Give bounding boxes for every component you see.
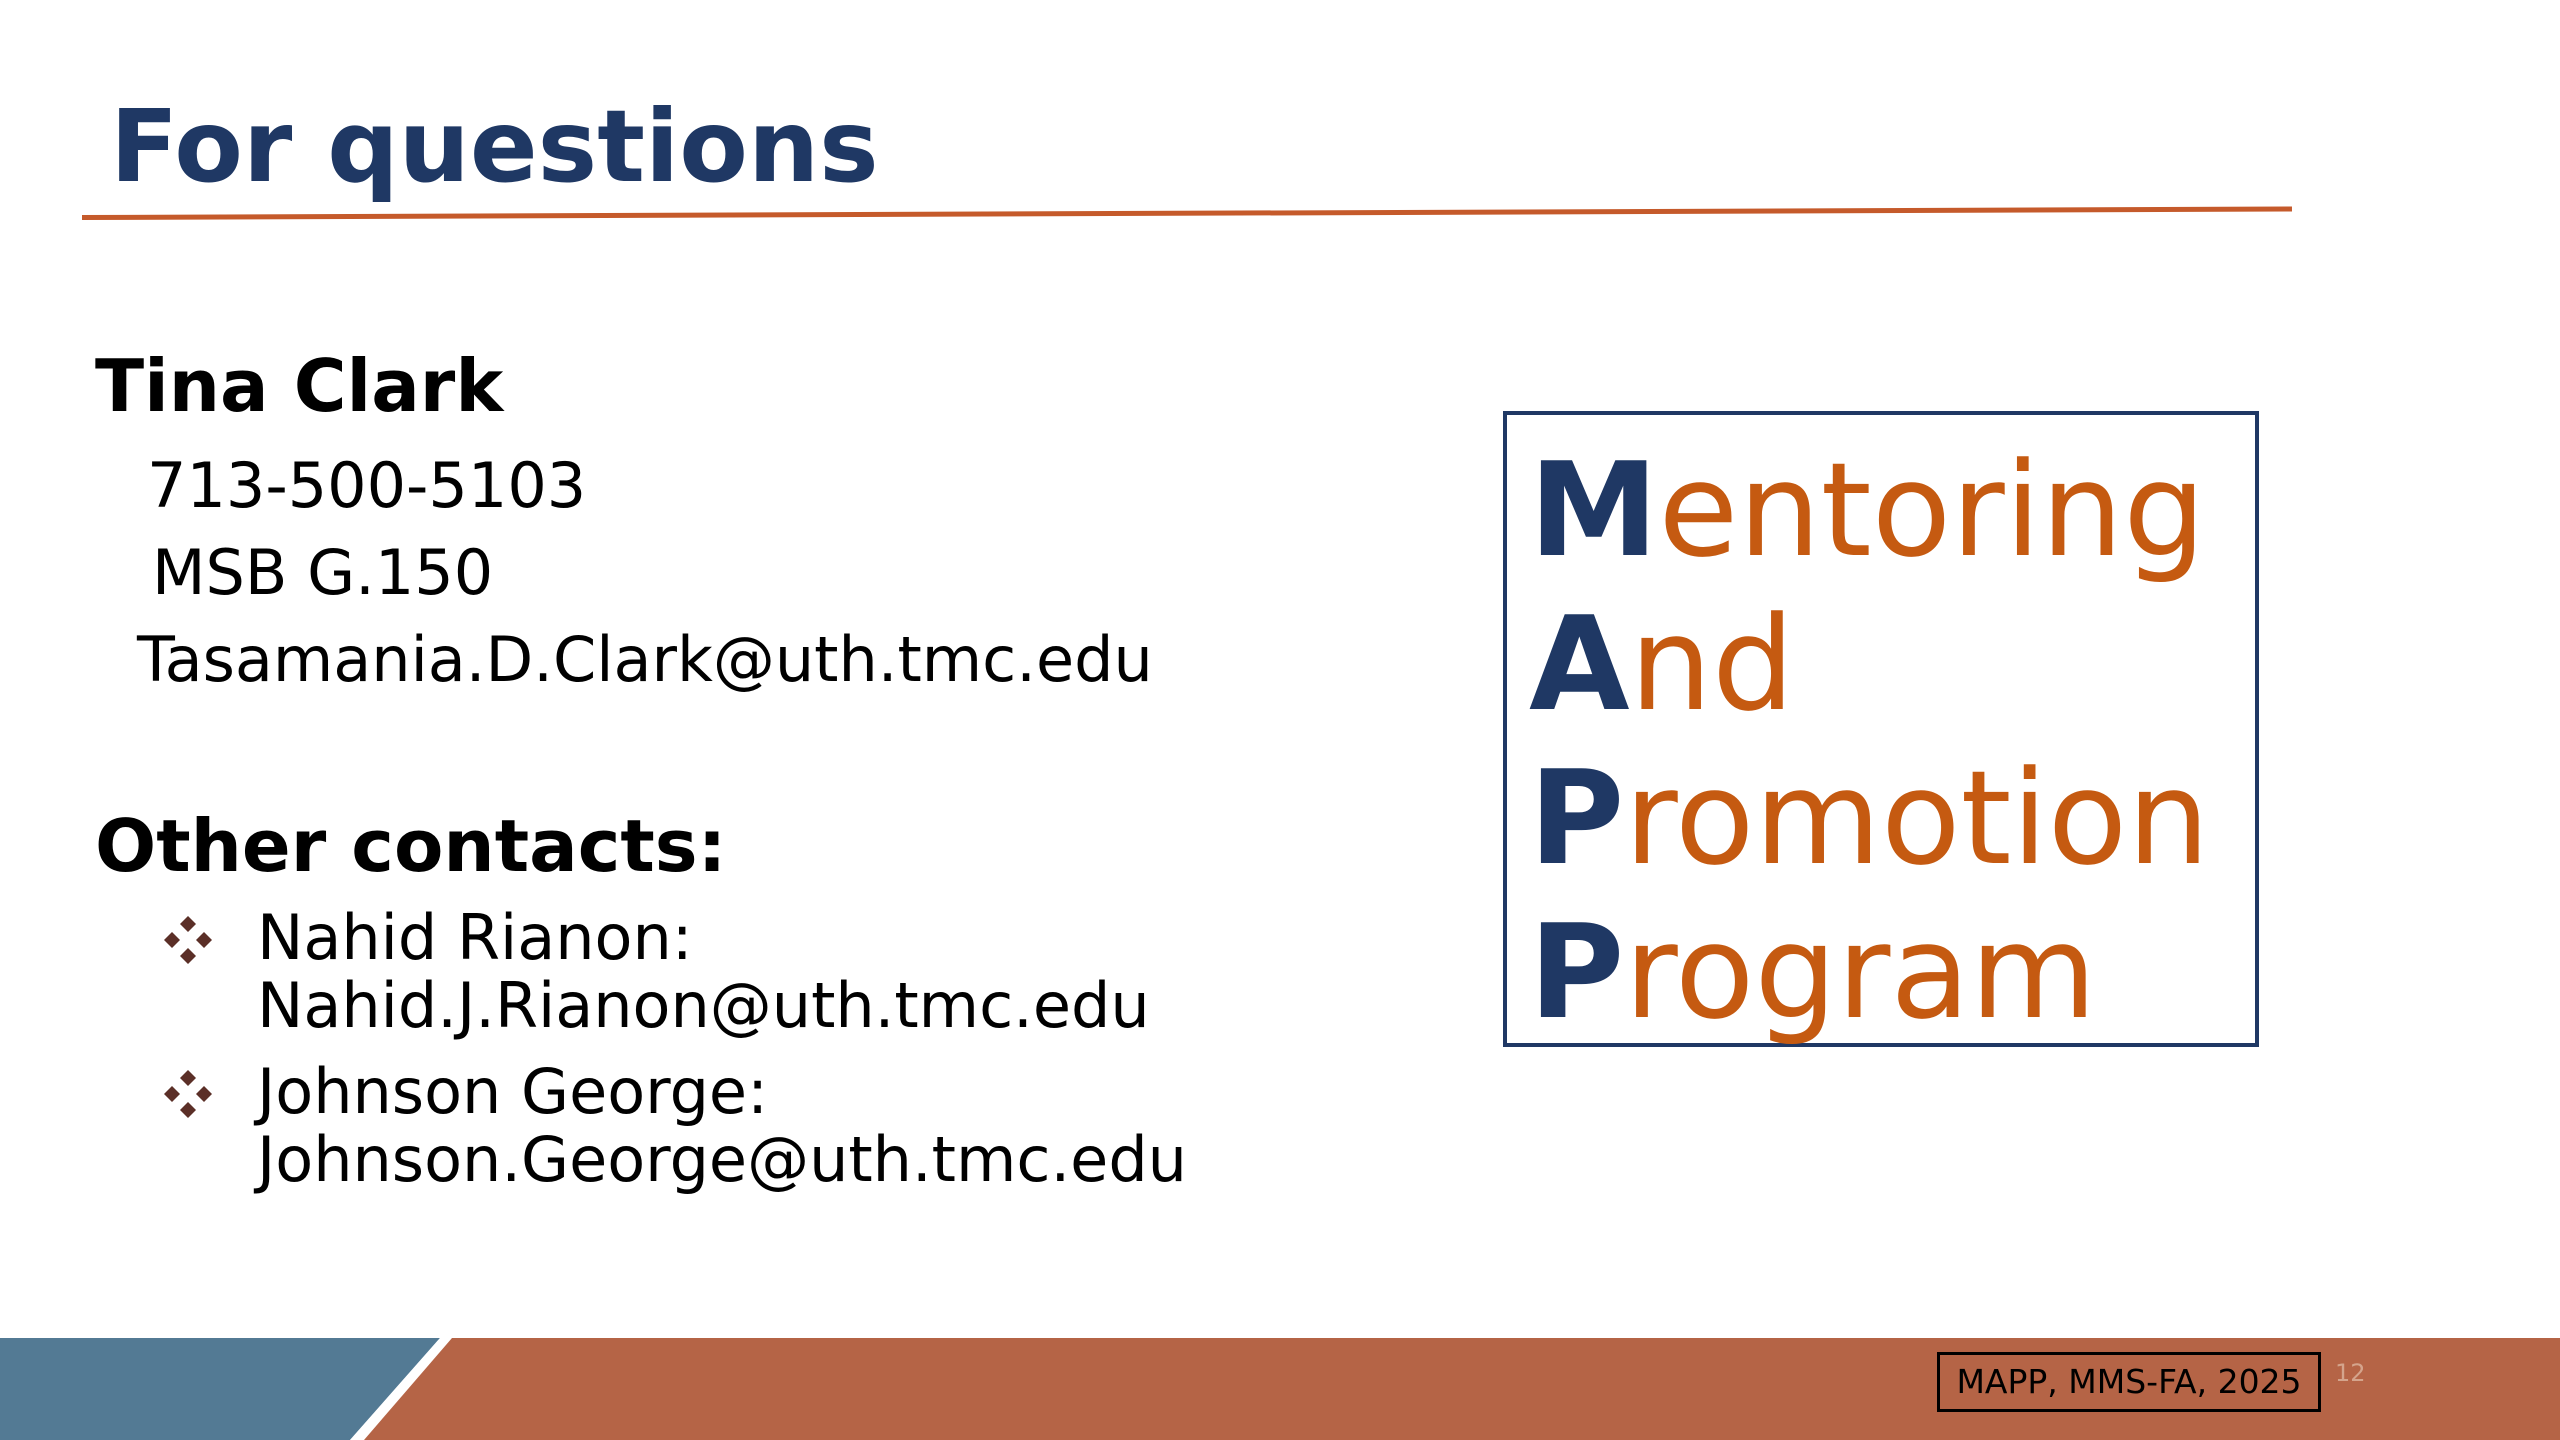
- contact-name: Nahid Rianon:: [257, 901, 693, 974]
- primary-contact-office: MSB G.150: [152, 536, 494, 609]
- four-diamond-bullet-icon: [160, 912, 216, 968]
- acronym-line-program: [1529, 897, 2097, 1047]
- contact-email: Nahid.J.Rianon@uth.tmc.edu: [257, 969, 1150, 1042]
- acronym-word-rest: rogram: [1624, 896, 2097, 1048]
- acronym-word-rest: romotion: [1624, 742, 2210, 894]
- four-diamond-bullet-icon: [160, 1066, 216, 1122]
- acronym-word-rest: nd: [1629, 588, 1795, 740]
- footer-label: MAPP, MMS-FA, 2025: [1937, 1352, 2321, 1412]
- acronym-line-mentoring: [1529, 435, 2206, 585]
- page-number: 12: [2335, 1359, 2366, 1387]
- acronym-initial: P: [1529, 896, 1625, 1048]
- mapp-acronym-box: [1503, 411, 2259, 1047]
- contact-email: Johnson.George@uth.tmc.edu: [257, 1123, 1187, 1196]
- contact-text: [257, 901, 1150, 1042]
- acronym-word-rest: entoring: [1658, 434, 2206, 586]
- acronym-line-promotion: [1529, 743, 2210, 893]
- primary-contact-email: Tasamania.D.Clark@uth.tmc.edu: [137, 623, 1153, 696]
- contact-text: [257, 1055, 1187, 1196]
- acronym-initial: M: [1529, 434, 1659, 586]
- primary-contact-phone: 713-500-5103: [147, 449, 587, 522]
- other-contacts-heading: Other contacts:: [95, 804, 727, 888]
- acronym-initial: A: [1529, 588, 1630, 740]
- contact-name: Johnson George:: [257, 1055, 768, 1128]
- page-title: For questions: [110, 88, 879, 205]
- primary-contact-name: Tina Clark: [95, 344, 504, 428]
- acronym-line-and: [1529, 589, 1795, 739]
- acronym-initial: P: [1529, 742, 1625, 894]
